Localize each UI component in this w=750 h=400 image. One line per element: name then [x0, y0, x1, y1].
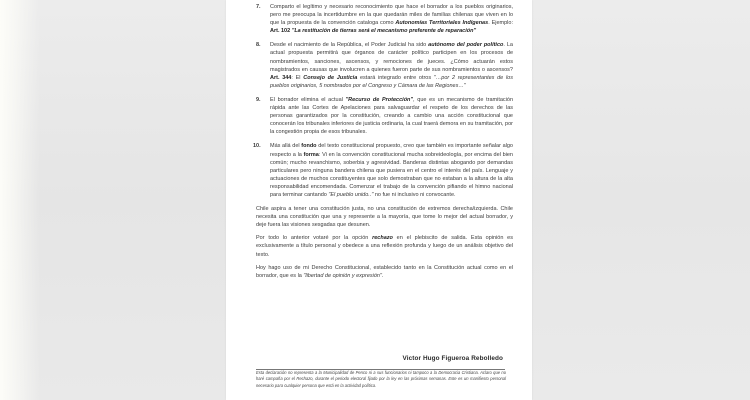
item-text: Comparto el legítimo y necesario reconocimiento que hace el borrador a los pueblos originarios, pero me preocupa la incertidumbre en la que quedarán miles de familias chilenas que viven en lo que la propuesta de la convención cataloga como Autonomías Territoriales Indígenas. Ejemplo: Art. 102 "La restitución de tierras será el mecanismo preferente de reparación" [270, 4, 513, 35]
list-item-10 [253, 142, 513, 199]
list-item-7 [256, 3, 513, 35]
list-item-9 [256, 96, 513, 136]
blurred-background-left [0, 0, 226, 400]
footer-disclaimer: Esta declaración no representa a la Municipalidad de Penco ni a sus funcionarios ni tampoco a la Democracia Cristiana. Aclaro que no haré campaña por el Rechazo, durante el periodo electoral fijado por la ley en las próximas semanas. Este es un manifiesto personal necesario para cualquier persona que está en la actividad política. [256, 370, 506, 388]
item-text: Desde el nacimiento de la República, el Poder Judicial ha sido autónomo del poder político. La actual propuesta permitirá que órganos de carácter político participen en los procesos de nombramientos, sanciones, ascensos, y remociones de jueces. ¿Cómo actuarán estos magistrados en causas que involucren a quienes fueron parte de sus nombramientos o ascensos? Art. 344: El Consejo de Justicia estará integrado entre otros "…por 2 representantes de los pueblos originarios, 5 nombrados por el Congreso y Cámara de las Regiones…" [270, 42, 513, 89]
item-text: Más allá del fondo del texto constitucional propuesto, creo que también es importante señalar algo respecto a la forma: Vi en la convención constitucional mucha sobreideología, por encima del bien común; mucho revanchismo, soberbia y agresividad. Banderas distintas abogando por demandas particulares pero ninguna bandera chilena que pusiera en el centro el interés del país. Lenguaje y actuaciones de muchos constituyentes que solo demostraban que no estaban a la altura de la alta responsabilidad encomendada. Comenzar el trabajo de la convención pifiando el himno nacional para terminar cantando "El pueblo unido.." no fue ni inclusivo ni convocante. [270, 143, 513, 198]
paragraph-chile-aspira: Chile aspira a tener una constitución justa, no una constitución de extremos derecha/izquierda. Chile necesita una constitución que una y represente a la mayoría, que tome lo mejor del actual borrador, y deje fuera las visiones sesgadas que desunen. [256, 206, 513, 229]
signature-name: Victor Hugo Figueroa Rebolledo [402, 355, 503, 362]
blurred-background-right [532, 0, 750, 400]
paragraph-derecho-constitucional: Hoy hago uso de mi Derecho Constitucional, establecido tanto en la Constitución actual como en el borrador, que es la "libertad de opinión y expresión". [256, 264, 513, 279]
document-body [253, 3, 513, 285]
document-page [226, 0, 532, 400]
item-number: 7. [256, 4, 261, 10]
item-number: 10. [253, 143, 261, 150]
item-number: 8. [256, 42, 261, 49]
item-number: 9. [256, 96, 261, 103]
item-text: El borrador elimina el actual "Recurso de Protección", que es un mecanismo de tramitación rápida ante las Cortes de Apelaciones para salvaguardar el respeto de los derechos de las personas garantizados por la constitución, creando a cambio una acción constitucional que conocerán los tribunales inferiores de justicia ordinaria, la cual traerá demora en su tramitación, por la congestión propia de esos tribunales. [270, 96, 513, 136]
list-item-8 [256, 41, 513, 90]
paragraph-voto-rechazo: Por todo lo anterior votaré por la opción rechazo en el plebiscito de salida. Esta opinión es exclusivamente a título personal y obedece a una reflexión profunda y luego de un análisis objetivo del texto. [256, 235, 513, 258]
